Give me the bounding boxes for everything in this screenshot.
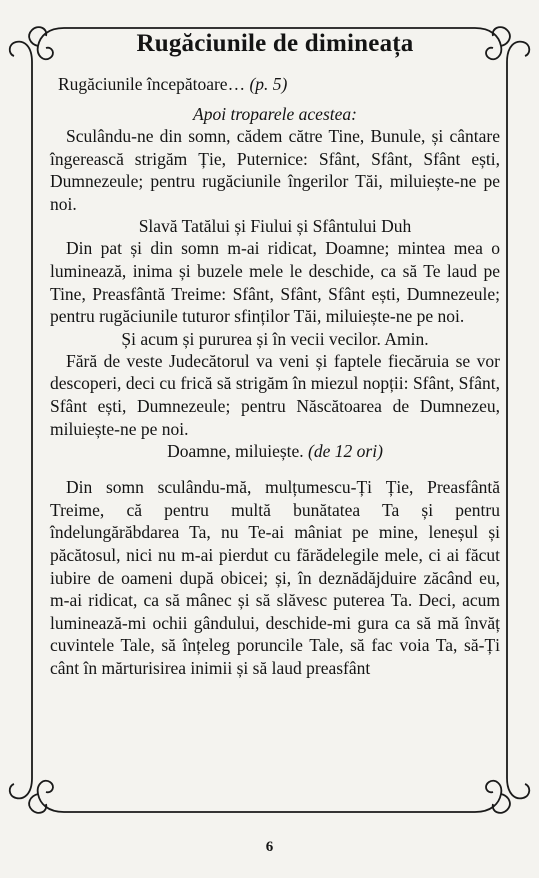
kyrie-note: (de 12 ori) xyxy=(308,441,383,462)
intro-page-ref: (p. 5) xyxy=(249,74,288,94)
kyrie-text: Doamne, miluiește. xyxy=(167,441,304,462)
doxology-line-1: Slavă Tatălui și Fiului și Sfântului Duh xyxy=(138,216,412,237)
prayer-paragraph-1: Sculându-ne din somn, cădem către Tine, Bunule, și cântare îngerească strigăm Ție, Puternice: Sfânt, Sfânt, Sfânt ești, Dumnezeule; pentru rugăciunile îngerilor Tăi, miluiește-ne pe noi. xyxy=(50,126,500,214)
page-number: 6 xyxy=(265,839,274,855)
prayer-paragraph-4: Din somn sculându-mă, mulțumescu-Ți Ție, Preasfântă Treime, că pentru multă bunătatea Ta și pentru îndelungărăbdarea Ta, nu Te-ai mâniat pe mine, leneșul și păcătosul, nici nu m-ai pierdut cu fărădelegile mele, ci ai făcut iubire de oameni după obicei; și, în deznădăjduire zăcând eu, m-ai ridicat, ca să mânec și să slăvesc puterea Ta. Deci, acum luminează-mi ochii gândului, deschide-mi gura ca să mă învăț cuvintele Tale, să înțeleg poruncile Tale, să fac voia Ta, să-Ți cânt în mărturisirea inimii și să laud preasfânt xyxy=(50,477,500,678)
intro-text: Rugăciunile începătoare… xyxy=(58,74,246,94)
intro-line xyxy=(58,74,500,95)
prayer-paragraph-3: Fără de veste Judecătorul va veni și faptele fiecăruia se vor descoperi, deci cu frică să strigăm în miezul nopții: Sfânt, Sfânt, Sfânt ești, Dumnezeule; pentru Născătoarea de Dumnezeu, miluiește-ne pe noi. xyxy=(50,350,500,439)
prayer-paragraph-2: Din pat și din somn m-ai ridicat, Doamne; mintea mea o luminează, inima și buzele mele le deschide, ca să Te laud pe Tine, Preasfântă Treime: Sfânt, Sfânt, Sfânt ești, Dumnezeule; pentru rugăciunile tuturor sfinților Tăi, miluiește-ne pe noi. xyxy=(50,238,500,327)
troparia-heading: Apoi troparele acestea: xyxy=(193,104,357,124)
page-content xyxy=(50,30,500,679)
kyrie-line xyxy=(50,440,500,462)
section-spacer xyxy=(50,462,500,476)
doxology-line-2: Și acum și pururea și în vecii vecilor. Amin. xyxy=(121,328,429,349)
page-title: Rugăciunile de dimineața xyxy=(136,30,414,57)
